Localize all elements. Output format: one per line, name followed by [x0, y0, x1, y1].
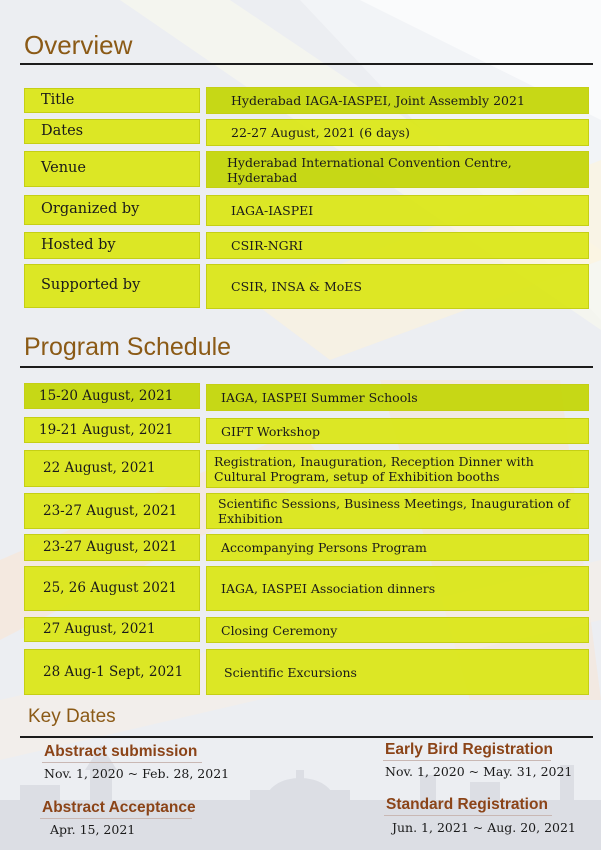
key-dates-divider — [20, 736, 593, 738]
abstract-acceptance-title: Abstract Acceptance — [42, 799, 196, 816]
schedule-date-2: 19-21 August, 2021 — [24, 417, 200, 443]
overview-label-title: Title — [24, 88, 200, 113]
early-bird-registration-underline — [383, 760, 551, 761]
schedule-date-8: 28 Aug-1 Sept, 2021 — [24, 649, 200, 695]
schedule-event-1: IAGA, IASPEI Summer Schools — [206, 384, 589, 411]
schedule-event-8: Scientific Excursions — [206, 649, 589, 695]
abstract-acceptance-underline — [40, 818, 192, 819]
abstract-submission-title: Abstract submission — [44, 743, 198, 760]
overview-label-organized-by: Organized by — [24, 195, 200, 225]
standard-registration-title: Standard Registration — [386, 796, 548, 813]
overview-label-hosted-by: Hosted by — [24, 232, 200, 259]
overview-value-organized-by: IAGA-IASPEI — [206, 195, 589, 226]
early-bird-registration-title: Early Bird Registration — [385, 741, 553, 758]
schedule-date-3: 22 August, 2021 — [24, 450, 200, 487]
overview-value-title: Hyderabad IAGA-IASPEI, Joint Assembly 2021 — [206, 87, 589, 114]
schedule-event-7: Closing Ceremony — [206, 617, 589, 643]
overview-value-venue: Hyderabad International Convention Centre, Hyderabad — [206, 151, 589, 188]
overview-value-dates: 22-27 August, 2021 (6 days) — [206, 119, 589, 146]
schedule-date-4: 23-27 August, 2021 — [24, 493, 200, 529]
standard-registration-underline — [384, 815, 552, 816]
overview-label-dates: Dates — [24, 119, 200, 144]
overview-label-venue: Venue — [24, 151, 200, 187]
schedule-date-7: 27 August, 2021 — [24, 617, 200, 642]
schedule-heading: Program Schedule — [24, 333, 232, 361]
overview-value-supported-by: CSIR, INSA & MoES — [206, 264, 589, 309]
schedule-date-1: 15-20 August, 2021 — [24, 383, 200, 409]
schedule-event-4: Scientific Sessions, Business Meetings, Inauguration of Exhibition — [206, 493, 589, 529]
overview-value-hosted-by: CSIR-NGRI — [206, 232, 589, 259]
overview-heading: Overview — [24, 30, 133, 60]
schedule-date-6: 25, 26 August 2021 — [24, 566, 200, 611]
schedule-event-2: GIFT Workshop — [206, 418, 589, 444]
abstract-submission-dates: Nov. 1, 2020 ~ Feb. 28, 2021 — [44, 766, 230, 781]
overview-divider — [20, 63, 593, 65]
schedule-event-6: IAGA, IASPEI Association dinners — [206, 566, 589, 611]
abstract-submission-underline — [42, 762, 202, 763]
schedule-event-3: Registration, Inauguration, Reception Dinner with Cultural Program, setup of Exhibition booths — [206, 450, 589, 488]
standard-registration-dates: Jun. 1, 2021 ~ Aug. 20, 2021 — [392, 820, 576, 835]
overview-label-supported-by: Supported by — [24, 264, 200, 308]
key-dates-heading: Key Dates — [28, 706, 116, 727]
early-bird-registration-dates: Nov. 1, 2020 ~ May. 31, 2021 — [385, 764, 573, 779]
abstract-acceptance-date: Apr. 15, 2021 — [50, 822, 136, 837]
schedule-date-5: 23-27 August, 2021 — [24, 534, 200, 561]
schedule-divider — [20, 366, 593, 368]
schedule-event-5: Accompanying Persons Program — [206, 534, 589, 561]
